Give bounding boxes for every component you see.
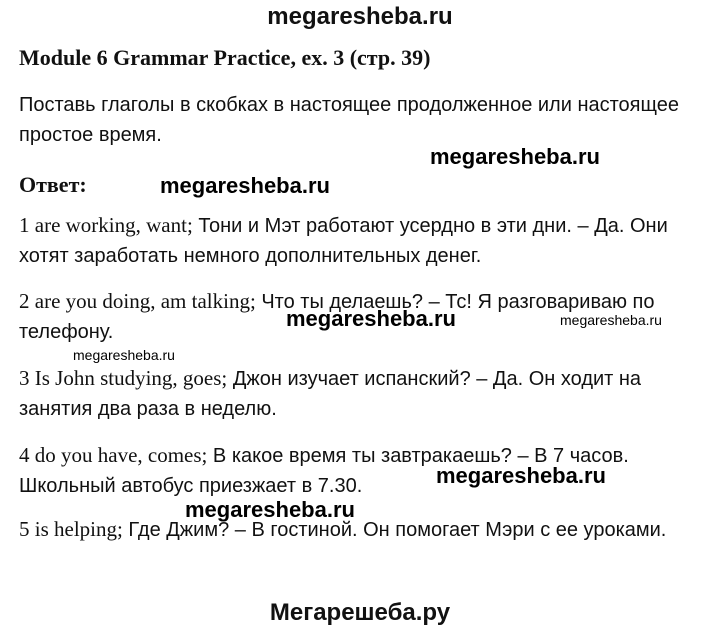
answer-5-russian: Где Джим? – В гостиной. Он помогает Мэри с ее уроками. bbox=[122, 519, 667, 541]
answer-label: Ответ: bbox=[19, 172, 87, 197]
answer-item-1 bbox=[19, 210, 709, 271]
answer-2-english: 2 are you doing, am talking; bbox=[19, 289, 256, 313]
site-header: megaresheba.ru bbox=[267, 3, 453, 30]
task-instruction: Поставь глаголы в скобках в настоящее продолженное или настоящее простое время. bbox=[19, 94, 679, 146]
answer-5-english: 5 is helping; bbox=[19, 517, 123, 541]
watermark-7: megaresheba.ru bbox=[185, 497, 355, 522]
watermark-6: megaresheba.ru bbox=[436, 463, 606, 488]
answer-4-english: 4 do you have, comes; bbox=[19, 443, 208, 467]
answer-1-russian: Тони и Мэт работают усердно в эти дни. – Да. Они хотят заработать немного дополнительных денег. bbox=[19, 215, 668, 267]
watermark-3: megaresheba.ru bbox=[286, 306, 456, 331]
answer-4-russian: В какое время ты завтракаешь? – В 7 часов. Школьный автобус приезжает в 7.30. bbox=[19, 445, 629, 497]
answer-2-russian: Что ты делаешь? – Тс! Я разговариваю по телефону. bbox=[19, 291, 655, 343]
answer-item-5 bbox=[19, 514, 709, 545]
watermark-5: megaresheba.ru bbox=[73, 347, 175, 363]
exercise-title: Module 6 Grammar Practice, ex. 3 (стр. 39) bbox=[19, 45, 431, 70]
watermark-2: megaresheba.ru bbox=[160, 173, 330, 198]
answer-3-english: 3 Is John studying, goes; bbox=[19, 366, 228, 390]
answer-3-russian: Джон изучает испанский? – Да. Он ходит на занятия два раза в неделю. bbox=[19, 368, 642, 420]
watermark-1: megaresheba.ru bbox=[430, 144, 600, 169]
answer-1-english: 1 are working, want; bbox=[19, 213, 193, 237]
watermark-4: megaresheba.ru bbox=[560, 312, 662, 328]
site-footer: Мегарешеба.ру bbox=[269, 599, 451, 626]
answer-item-3 bbox=[19, 363, 709, 424]
